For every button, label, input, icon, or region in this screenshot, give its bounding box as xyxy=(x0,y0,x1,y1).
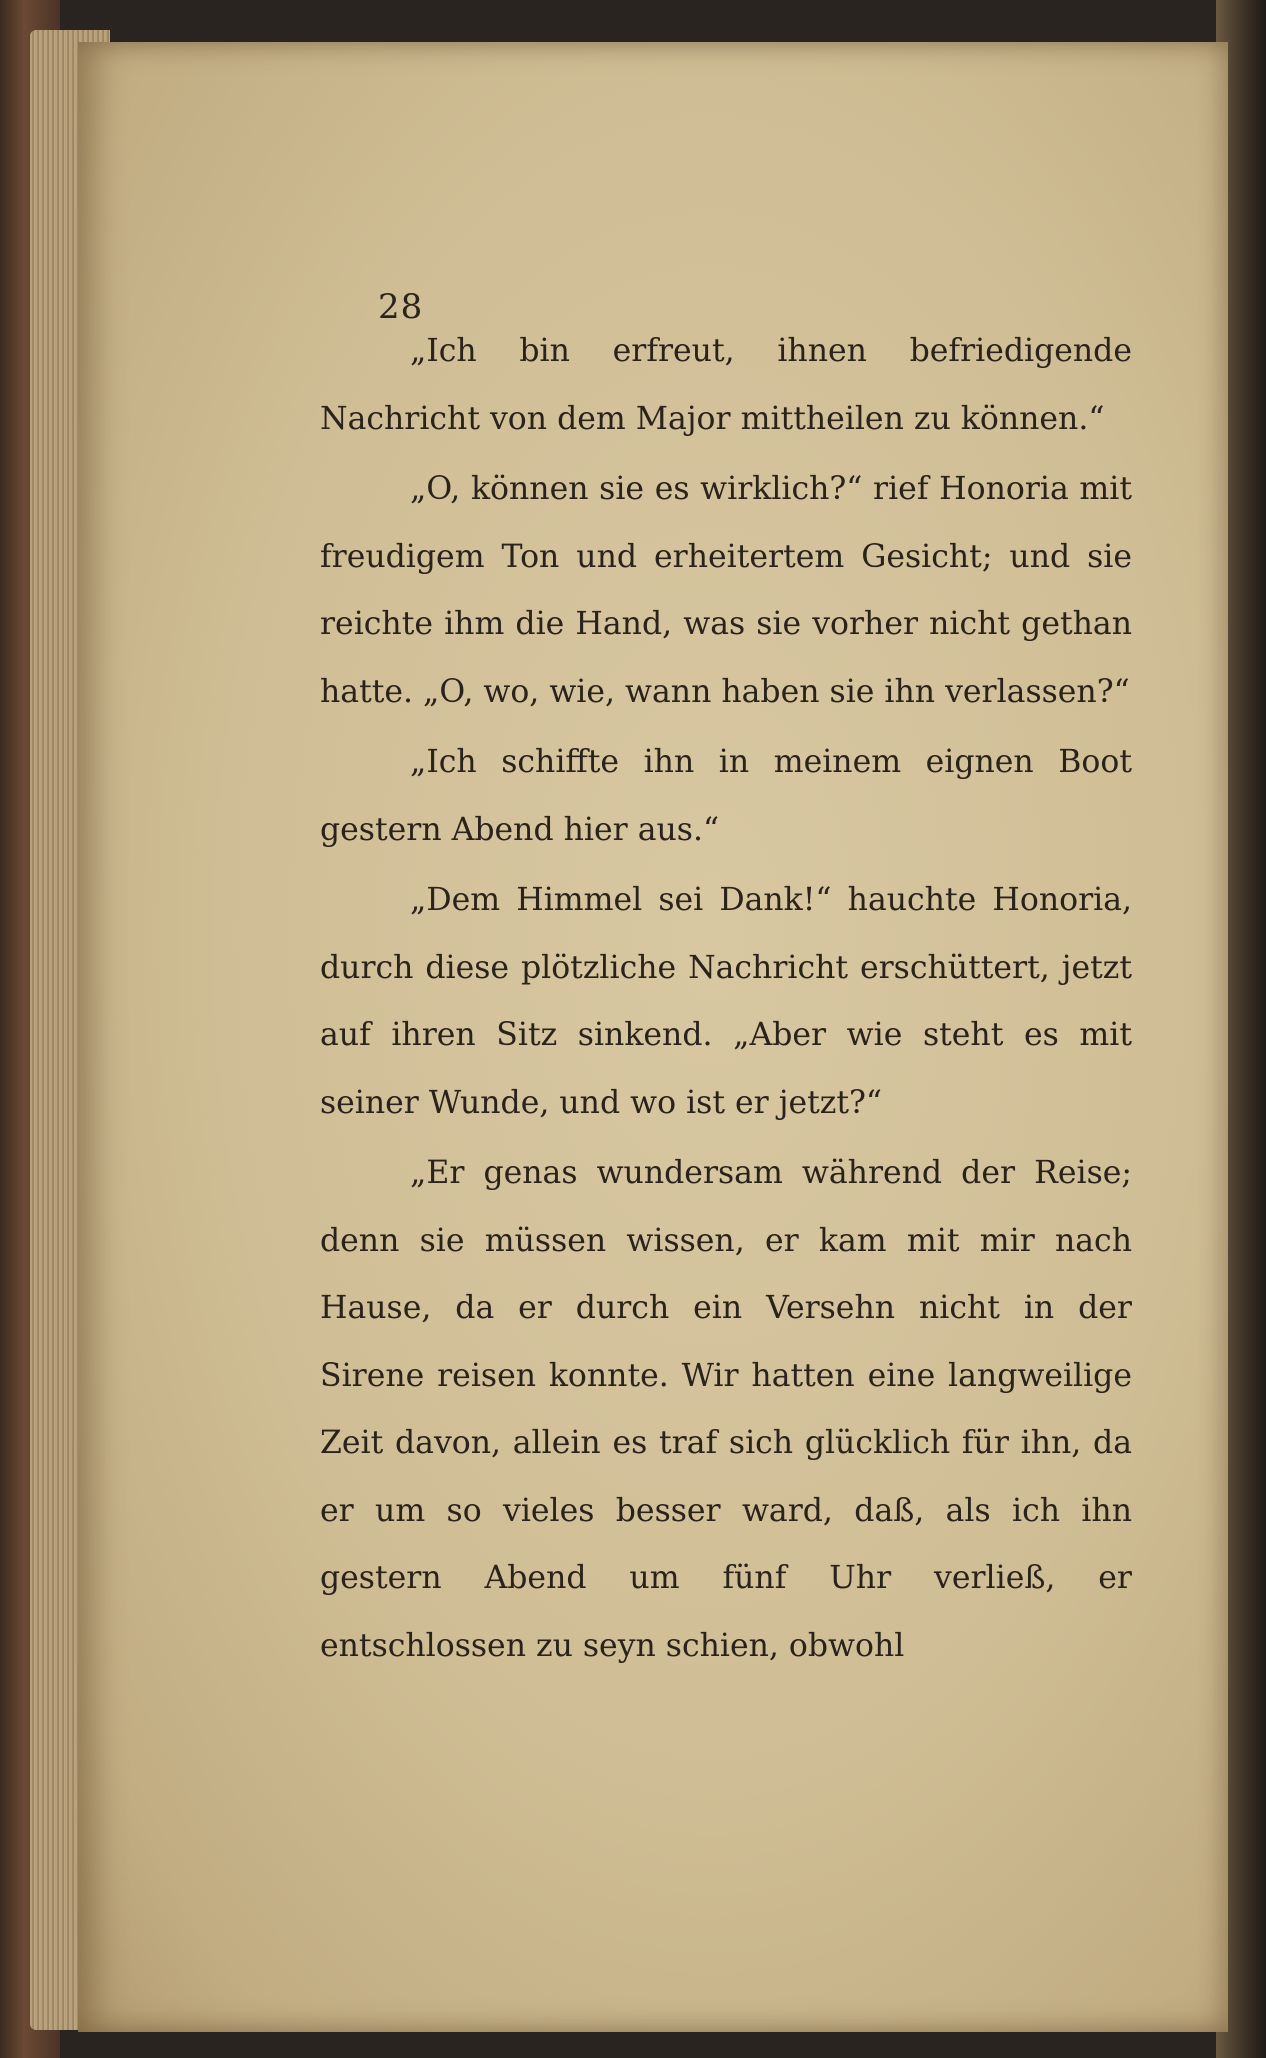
paragraph: „Dem Himmel sei Dank!“ hauchte Honoria, durch diese plötzliche Nachricht erschüttert, jetzt auf ihren Sitz sinkend. „Aber wie steht es mit seiner Wunde, und wo ist er jetzt?“ xyxy=(320,882,1132,1121)
paragraph: „O, können sie es wirklich?“ rief Honoria mit freudigem Ton und erheitertem Gesicht; und sie reichte ihm die Hand, was sie vorher nicht gethan hatte. „O, wo, wie, wann haben sie ihn verlassen?“ xyxy=(320,471,1132,710)
paragraph: „Ich bin erfreut, ihnen befriedigende Nachricht von dem Major mittheilen zu können.“ xyxy=(320,333,1132,437)
page-text xyxy=(320,318,1132,1680)
paragraph: „Ich schiffte ihn in meinem eignen Boot gestern Abend hier aus.“ xyxy=(320,744,1132,848)
page-number: 28 xyxy=(378,287,424,327)
paragraph: „Er genas wundersam während der Reise; denn sie müssen wissen, er kam mit mir nach Hause, da er durch ein Versehn nicht in der Sirene reisen konnte. Wir hatten eine langweilige Zeit davon, allein es traf sich glücklich für ihn, da er um so vieles besser ward, daß, als ich ihn gestern Abend um fünf Uhr verließ, er entschlossen zu seyn schien, obwohl xyxy=(320,1155,1132,1664)
